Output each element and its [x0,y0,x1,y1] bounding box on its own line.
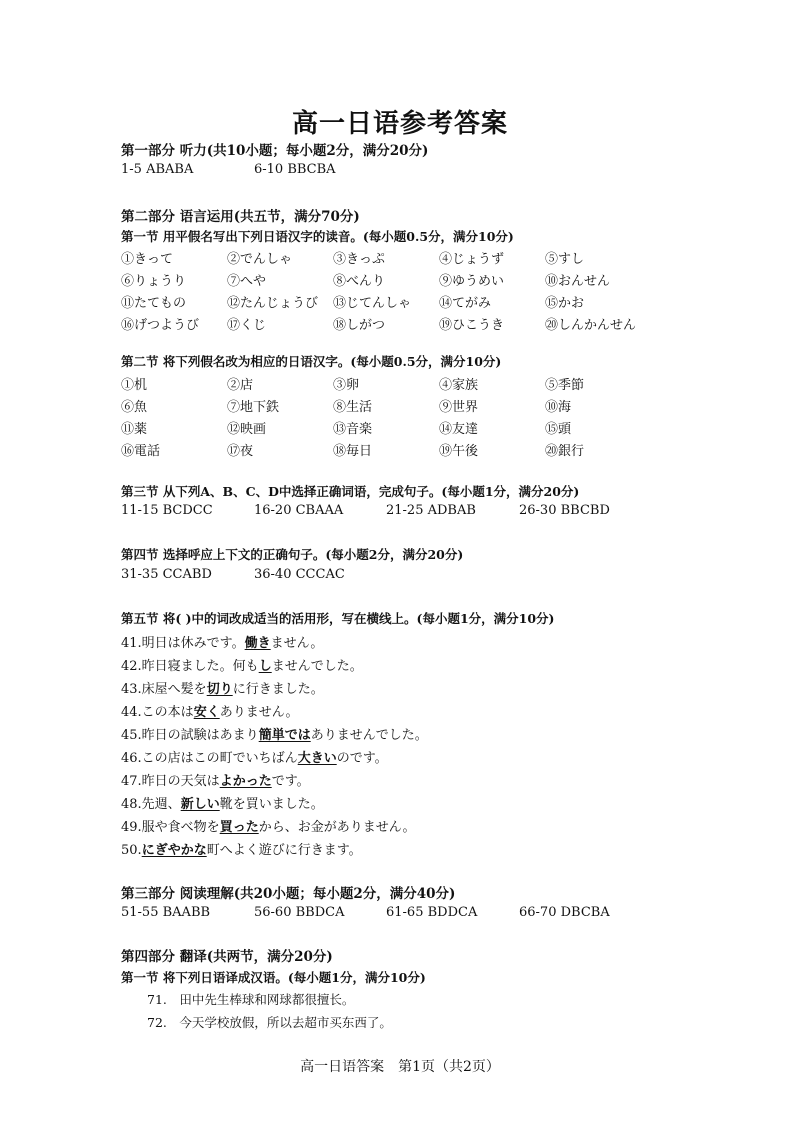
answer-group: 26-30 BBCBD [519,503,610,518]
kanji-row [121,396,681,416]
translation-item: 71. 田中先生棒球和网球都很擅长。 [147,992,355,1007]
sentence-item: 47.昨日の天気はよかったです。 [121,774,310,789]
kanji-item: ⑯電話 [121,444,161,459]
kanji-item: ①机 [121,378,148,393]
sentence-item: 48.先週、新しい靴を買いました。 [121,797,324,812]
translation-item: 72. 今天学校放假，所以去超市买东西了。 [147,1015,392,1030]
kanji-item: ⑲午後 [439,444,479,459]
reading-item: ⑬じてんしゃ [333,296,412,311]
part3-heading: 第三部分 阅读理解(共20小题；每小题2分，满分40分) [121,886,456,902]
answer-group: 51-55 BAABB [121,905,211,920]
sentence-item: 49.服や食べ物を買ったから、お金がありません。 [121,820,416,835]
kanji-item: ⑤季節 [545,378,585,393]
reading-item: ④じょうず [439,252,505,267]
reading-item: ⑯げつようび [121,318,200,333]
reading-item: ⑪たてもの [121,296,187,311]
kanji-row [121,374,681,394]
part2-sec5-heading: 第五节 将( )中的词改成适当的活用形，写在横线上。(每小题1分，满分10分) [121,611,555,626]
part2-sec3-heading: 第三节 从下列A、B、C、D中选择正确词语，完成句子。(每小题1分，满分20分) [121,484,580,499]
reading-row [121,292,681,312]
reading-item: ⑦へや [227,274,267,289]
kanji-item: ⑩海 [545,400,572,415]
reading-item: ⑲ひこうき [439,318,505,333]
part2-heading: 第二部分 语言运用(共五节，满分70分) [121,209,360,225]
page-footer: 高一日语答案 第1页（共2页） [300,1059,500,1075]
kanji-row [121,418,681,438]
reading-item: ⑮かお [545,296,585,311]
kanji-item: ⑥魚 [121,400,148,415]
sentence-item: 42.昨日寝ました。何もしませんでした。 [121,659,363,674]
sec3-answers [121,503,681,523]
reading-item: ②でんしゃ [227,252,293,267]
kanji-item: ⑬音楽 [333,422,373,437]
part1-answers [121,162,681,182]
answer-word: 新しい [180,797,220,812]
sentence-item: 43.床屋へ髪を切りに行きました。 [121,682,324,697]
kanji-item: ⑫映画 [227,422,267,437]
part4-sec1-heading: 第一节 将下列日语译成汉语。(每小题1分，满分10分) [121,970,426,985]
sentence-item: 44.この本は安くありません。 [121,705,299,720]
kanji-row [121,440,681,460]
reading-item: ⑥りょうり [121,274,187,289]
page-title: 高一日语参考答案 [291,109,508,139]
answer-group: 31-35 CCABD [121,567,212,582]
answer-word: 買った [219,820,259,835]
answer-group: 16-20 CBAAA [254,503,344,518]
kanji-item: ⑧生活 [333,400,373,415]
sentence-item: 45.昨日の試験はあまり簡単ではありませんでした。 [121,728,428,743]
sentence-item: 50.にぎやかな町へよく遊びに行きます。 [121,843,362,858]
reading-item: ⑭てがみ [439,296,492,311]
kanji-item: ⑭友達 [439,422,479,437]
part4-heading: 第四部分 翻译(共两节，满分20分) [121,949,333,965]
answer-group: 36-40 CCCAC [254,567,345,582]
reading-item: ⑤すし [545,252,585,267]
part2-sec4-heading: 第四节 选择呼应上下文的正确句子。(每小题2分，满分20分) [121,547,464,562]
reading-row [121,314,681,334]
answer-group: 1-5 ABABA [121,162,194,177]
kanji-item: ⑪薬 [121,422,148,437]
kanji-item: ⑦地下鉄 [227,400,280,415]
answer-group: 61-65 BDDCA [386,905,478,920]
kanji-item: ④家族 [439,378,479,393]
part3-answers [121,905,681,925]
answer-group: 66-70 DBCBA [519,905,610,920]
reading-row [121,270,681,290]
reading-row [121,248,681,268]
reading-item: ⑰くじ [227,318,267,333]
answer-group: 11-15 BCDCC [121,503,213,518]
answer-word: 切り [206,682,233,697]
sentence-item: 46.この店はこの町でいちばん大きいのです。 [121,751,388,766]
part2-sec2-heading: 第二节 将下列假名改为相应的日语汉字。(每小题0.5分，满分10分) [121,354,502,369]
reading-item: ⑧べんり [333,274,386,289]
reading-item: ⑱しがつ [333,318,386,333]
answer-word: にぎやかな [141,843,207,858]
reading-item: ①きって [121,252,174,267]
answer-word: 安く [193,705,220,720]
reading-item: ③きっぷ [333,252,386,267]
kanji-item: ⑨世界 [439,400,479,415]
kanji-item: ⑳銀行 [545,444,585,459]
kanji-item: ③卵 [333,378,360,393]
answer-group: 21-25 ADBAB [386,503,476,518]
reading-item: ⑳しんかんせん [545,318,637,333]
part2-sec1-heading: 第一节 用平假名写出下列日语汉字的读音。(每小题0.5分，满分10分) [121,229,514,244]
answer-word: よかった [219,774,272,789]
answer-group: 6-10 BBCBA [254,162,336,177]
kanji-item: ⑰夜 [227,444,254,459]
answer-word: 簡単では [258,728,311,743]
kanji-item: ⑱毎日 [333,444,373,459]
reading-item: ⑩おんせん [545,274,611,289]
answer-group: 56-60 BBDCA [254,905,345,920]
sec4-answers [121,567,681,587]
part1-heading: 第一部分 听力(共10小题；每小题2分，满分20分) [121,143,429,159]
answer-word: 働き [244,636,271,651]
kanji-item: ②店 [227,378,254,393]
answer-word: 大きい [297,751,337,766]
sentence-item: 41.明日は休みです。働きません。 [121,636,324,651]
answer-word: し [258,659,272,674]
reading-item: ⑨ゆうめい [439,274,505,289]
kanji-item: ⑮頭 [545,422,572,437]
reading-item: ⑫たんじょうび [227,296,319,311]
